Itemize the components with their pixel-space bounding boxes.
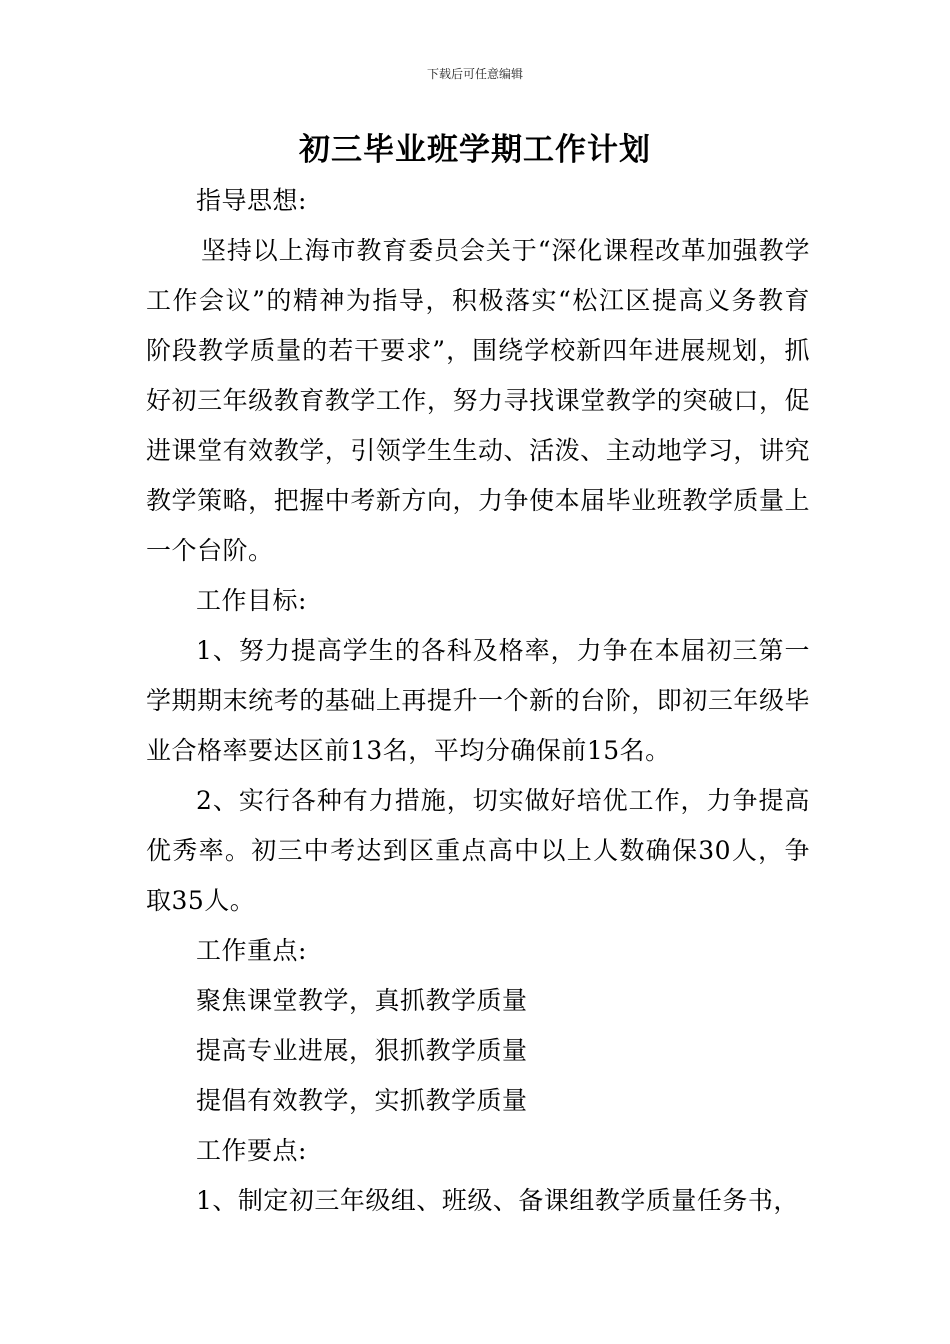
guiding-ideology-label: 指导思想:: [196, 186, 307, 215]
work-focus-item-1: 聚焦课堂教学，真抓教学质量: [196, 986, 528, 1015]
document-title: 初三毕业班学期工作计划: [299, 132, 651, 168]
work-point-1: 1、制定初三年级组、班级、备课组教学质量任务书，: [196, 1186, 799, 1215]
work-goal-1: 1、努力提高学生的各科及格率，力争在本届初三第一学期期末统考的基础上再提升一个新的台阶，即初三年级毕业合格率要达区前13名，平均分确保前15名。: [146, 636, 810, 765]
work-focus-label: 工作重点:: [196, 936, 307, 965]
work-points-label: 工作要点:: [196, 1136, 307, 1165]
work-goals-label: 工作目标:: [196, 586, 307, 615]
work-focus-item-2: 提高专业进展，狠抓教学质量: [196, 1036, 528, 1065]
guiding-ideology-paragraph: 坚持以上海市教育委员会关于“深化课程改革加强教学工作会议”的精神为指导，积极落实“松江区提高义务教育阶段教学质量的若干要求”，围绕学校新四年进展规划，抓好初三年级教育教学工作，努力寻找课堂教学的突破口，促进课堂有效教学，引领学生生动、活泼、主动地学习，讲究教学策略，把握中考新方向，力争使本届毕业班教学质量上一个台阶。: [146, 236, 810, 565]
header-note: 下载后可任意编辑: [426, 67, 523, 81]
document-body: [146, 176, 810, 1226]
work-goal-2: 2、实行各种有力措施，切实做好培优工作，力争提高优秀率。初三中考达到区重点高中以上人数确保30人，争取35人。: [146, 786, 810, 915]
work-focus-item-3: 提倡有效教学，实抓教学质量: [196, 1086, 528, 1115]
